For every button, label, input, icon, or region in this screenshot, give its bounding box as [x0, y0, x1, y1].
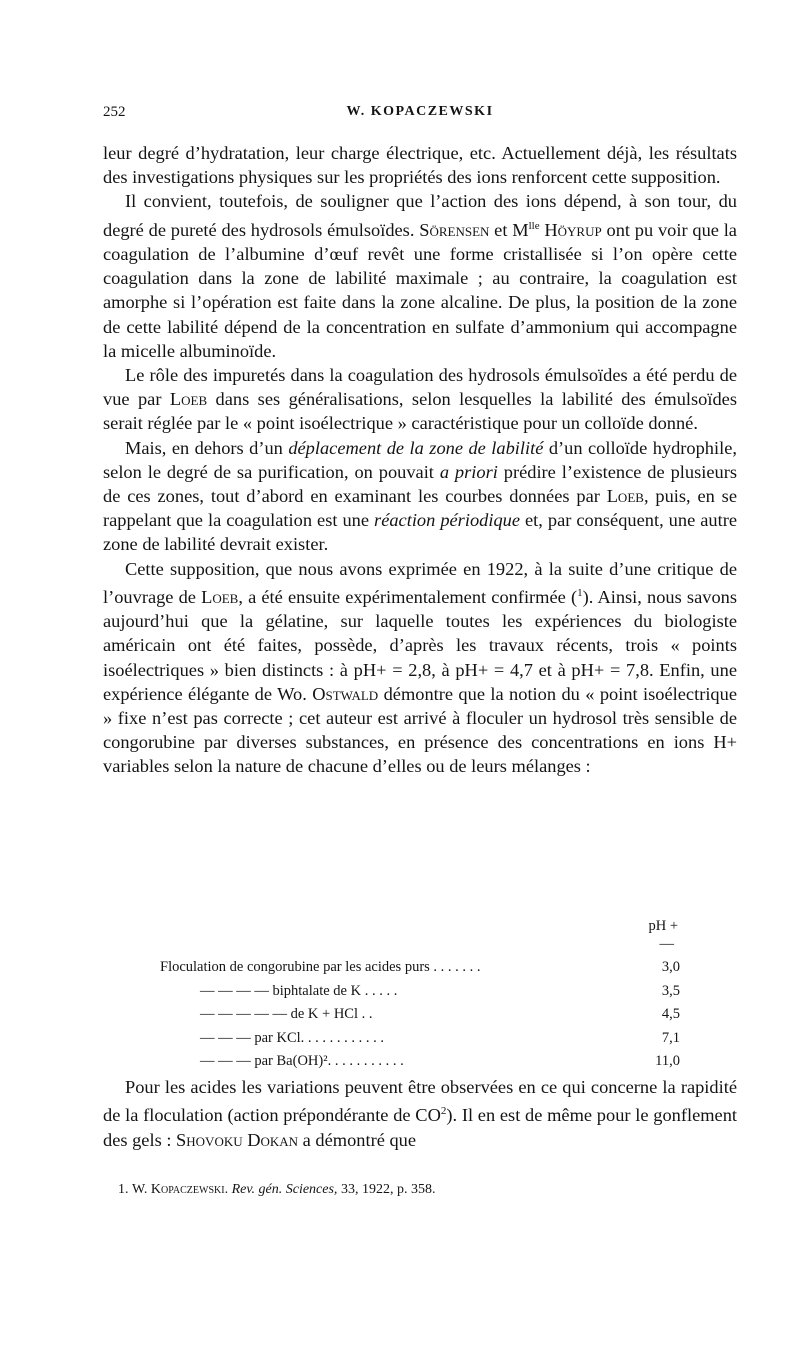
table-row-label: Floculation de congorubine par les acides purs . . . . . . . — [160, 959, 481, 975]
table-row — [160, 980, 680, 1004]
author-name: Loeb — [606, 485, 644, 506]
table-row-value: 3,0 — [661, 959, 680, 975]
table-row — [160, 1003, 680, 1027]
footnote-journal: Rev. gén. Sciences, — [231, 1182, 338, 1197]
paragraph-4: Mais, en dehors d’un déplacement de la zone de labilité d’un colloïde hydrophile, selon le degré de sa purification, on pouvait a priori prédire l’existence de plusieurs de ces zones, tout d’abord en examinant les courbes données par Loeb, puis, en se rappelant que la coagulation est une réaction périodique et, par conséquent, une autre zone de labilité devrait exister. — [103, 437, 737, 555]
table-row — [160, 956, 680, 980]
author-name: Dokan — [247, 1129, 299, 1150]
table-row-value: 3,5 — [661, 982, 680, 999]
page-header — [103, 104, 737, 128]
body-text-continued — [103, 1075, 737, 1152]
table-column-dash: — — [659, 935, 674, 952]
table-row-value: 4,5 — [661, 1006, 680, 1022]
table-row — [160, 1050, 680, 1074]
paragraph-5: Cette supposition, que nous avons exprimée en 1922, à la suite d’une critique de l’ouvrage de Loeb, a été ensuite expérimentalement confirmée ($^1$). Ainsi, nous savons aujourd’hui que la gélatine, sur laquelle toutes les expériences du biologiste américain ont été faites, possède, d’après les travaux récents, trois « points isoélectriques » bien distincts : à pH+ = 2,8, à pH+ = 4,7 et à pH+ = 7,8. Enfin, une expérience élégante de Wo. Ostwald démontre que la notion du « point isoélectrique » fixe n’est pas correcte ; cet auteur est arrivé à floculer un hydrosol très sensible de congorubine par diverses substances, en présence des concentrations en ions H+ variables selon la nature de chacune d’elles ou de leurs mélanges : — [103, 558, 737, 777]
footnote-details: 33, 1922, p. 358. — [337, 1182, 436, 1197]
author-name: Ostwald — [312, 683, 379, 704]
table-row-value: 11,0 — [655, 1053, 680, 1069]
footnote-number: 1. — [118, 1182, 129, 1197]
body-text — [103, 141, 737, 779]
author-name: Sörensen — [419, 219, 490, 240]
table-column-header: pH + — [648, 918, 678, 934]
italic-phrase: déplacement de la zone de labilité — [288, 437, 544, 458]
table-row-label: — — — — biphtalate de K . . . . . — [200, 982, 398, 999]
paragraph-1: leur degré d’hydratation, leur charge électrique, etc. Actuellement déjà, les résultats des investigations physiques sur les propriétés des ions renforcent cette supposition. — [103, 143, 737, 188]
paragraph-3: Le rôle des impuretés dans la coagulation des hydrosols émulsoïdes a été perdu de vue par Loeb dans ses généralisations, selon lesquelles la labilité des émulsoïdes serait réglée par le « point isoélectrique » caractéristique pour un colloïde donné. — [103, 364, 737, 434]
running-head: W. KOPACZEWSKI — [346, 104, 494, 119]
page-number: 252 — [103, 104, 126, 120]
table-row-label: — — — par Ba(OH)². . . . . . . . . . . — [200, 1053, 404, 1069]
footnote — [118, 1180, 738, 1200]
paragraph-6: Pour les acides les variations peuvent être observées en ce qui concerne la rapidité de la floculation (action prépondérante de $CO^2$). Il en est de même pour le gonflement des gels : Shovoku Dokan a démontré que — [103, 1077, 738, 1150]
footnote-ref[interactable]: 1 — [577, 586, 583, 599]
table-row-value: 7,1 — [661, 1029, 680, 1046]
italic-phrase: a priori — [439, 461, 498, 482]
table-row-label: — — — — — de K + HCl . . — [200, 1006, 373, 1022]
table-row-label: — — — par KCl. . . . . . . . . . . . — [200, 1029, 385, 1046]
footnote-author: W. Kopaczewski. — [132, 1182, 229, 1197]
author-name: Loeb — [169, 389, 208, 410]
author-name: Shovoku — [176, 1129, 243, 1150]
table-row — [160, 1027, 680, 1051]
author-name: Loeb — [201, 586, 239, 607]
paragraph-2: Il convient, toutefois, de souligner que l’action des ions dépend, à son tour, du degré de pureté des hydrosols émulsoïdes. Sörensen et $M^{lle}$ Höyrup ont pu voir que la coagulation de l’albumine d’œuf revêt une forme cristallisée si l’on opère cette coagulation dans la zone de labilité maximale ; au contraire, la coagulation est amorphe si l’opération est faite dans la zone alcaline. De plus, la position de la zone de cette labilité dépend de la concentration en sulfate d’ammonium qui accompagne la micelle albuminoïde. — [103, 191, 737, 361]
italic-phrase: réaction périodique — [374, 510, 520, 531]
author-name: Höyrup — [544, 219, 602, 240]
flocculation-table — [160, 915, 680, 1074]
